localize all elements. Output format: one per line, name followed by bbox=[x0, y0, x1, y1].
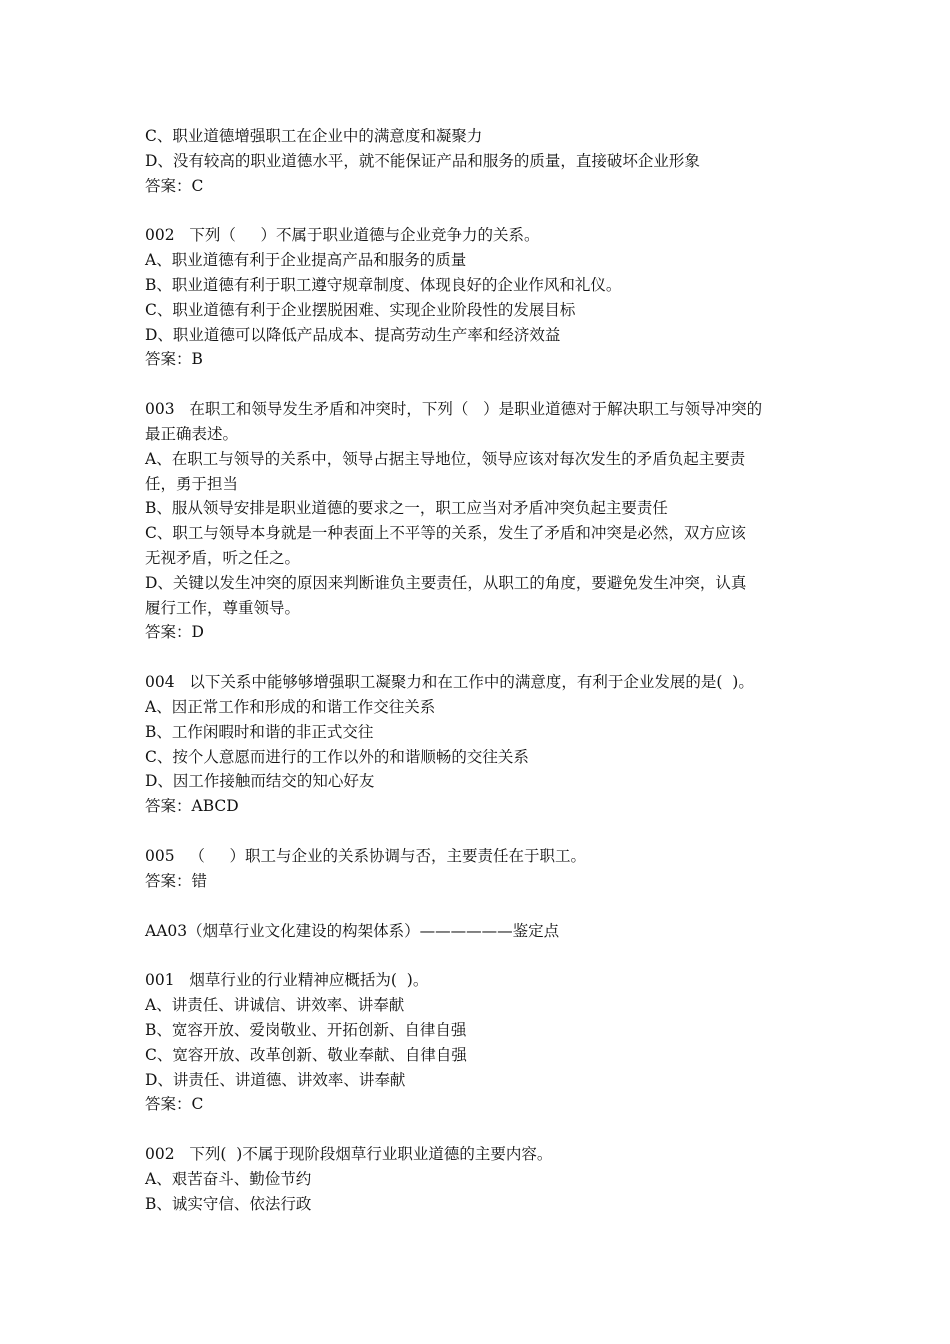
text-line: B、诚实守信、依法行政 bbox=[145, 1194, 312, 1213]
text-line: 002 下列( )不属于现阶段烟草行业职业道德的主要内容。 bbox=[145, 1145, 553, 1164]
text-line: 最正确表述。 bbox=[145, 424, 239, 443]
text-line: C、按个人意愿而进行的工作以外的和谐顺畅的交往关系 bbox=[145, 747, 529, 766]
text-line: B、职业道德有利于职工遵守规章制度、体现良好的企业作风和礼仪。 bbox=[145, 275, 622, 294]
text-line: 答案：C bbox=[145, 1095, 204, 1114]
text-line: A、讲责任、讲诚信、讲效率、讲奉献 bbox=[145, 996, 405, 1015]
text-line: A、艰苦奋斗、勤俭节约 bbox=[145, 1169, 312, 1188]
text-line: C、职业道德增强职工在企业中的满意度和凝聚力 bbox=[145, 127, 483, 145]
text-line: D、讲责任、讲道德、讲效率、讲奉献 bbox=[145, 1070, 406, 1089]
text-line: 无视矛盾，听之任之。 bbox=[145, 548, 301, 567]
text-line: 003 在职工和领导发生矛盾和冲突时，下列（ ）是职业道德对于解决职工与领导冲突的 bbox=[145, 400, 763, 419]
text-line: A、职业道德有利于企业提高产品和服务的质量 bbox=[145, 251, 467, 270]
blank-line bbox=[145, 198, 813, 223]
text-line: C、职业道德有利于企业摆脱困难、实现企业阶段性的发展目标 bbox=[145, 300, 576, 319]
text-line: C、职工与领导本身就是一种表面上不平等的关系，发生了矛盾和冲突是必然，双方应该 bbox=[145, 524, 746, 543]
text-line: 答案：ABCD bbox=[145, 797, 239, 816]
blank-line bbox=[145, 1117, 813, 1142]
text-line: 履行工作，尊重领导。 bbox=[145, 598, 301, 617]
document-page bbox=[145, 124, 813, 1216]
text-line: A、在职工与领导的关系中，领导占据主导地位，领导应该对每次发生的矛盾负起主要责 bbox=[145, 449, 746, 468]
text-line: B、宽容开放、爱岗敬业、开拓创新、自律自强 bbox=[145, 1020, 467, 1039]
text-line: 答案：错 bbox=[145, 871, 208, 890]
text-line: 答案：B bbox=[145, 350, 203, 369]
blank-line bbox=[145, 943, 813, 968]
text-line: 答案：C bbox=[145, 176, 204, 195]
text-line: B、服从领导安排是职业道德的要求之一，职工应当对矛盾冲突负起主要责任 bbox=[145, 499, 668, 518]
blank-line bbox=[145, 372, 813, 397]
text-line: D、没有较高的职业道德水平，就不能保证产品和服务的质量，直接破坏企业形象 bbox=[145, 151, 700, 170]
text-line: 001 烟草行业的行业精神应概括为( )。 bbox=[145, 971, 429, 990]
blank-line bbox=[145, 819, 813, 844]
text-line: 任，勇于担当 bbox=[145, 474, 239, 493]
text-line: C、宽容开放、改革创新、敬业奉献、自律自强 bbox=[145, 1045, 467, 1064]
text-line: B、工作闲暇时和谐的非正式交往 bbox=[145, 722, 374, 741]
blank-line bbox=[145, 894, 813, 919]
text-line: 004 以下关系中能够够增强职工凝聚力和在工作中的满意度，有利于企业发展的是( )。 bbox=[145, 673, 754, 692]
text-line: D、关键以发生冲突的原因来判断谁负主要责任，从职工的角度，要避免发生冲突，认真 bbox=[145, 573, 747, 592]
blank-line bbox=[145, 645, 813, 670]
text-line: 答案：D bbox=[145, 623, 204, 642]
text-line: AA03（烟草行业文化建设的构架体系）——————鉴定点 bbox=[145, 921, 560, 940]
text-line: A、因正常工作和形成的和谐工作交往关系 bbox=[145, 697, 436, 716]
text-line: 002 下列（ ）不属于职业道德与企业竞争力的关系。 bbox=[145, 226, 540, 245]
text-line: 005 （ ）职工与企业的关系协调与否，主要责任在于职工。 bbox=[145, 846, 587, 865]
text-line: D、因工作接触而结交的知心好友 bbox=[145, 772, 375, 791]
text-line: D、职业道德可以降低产品成本、提高劳动生产率和经济效益 bbox=[145, 325, 561, 344]
